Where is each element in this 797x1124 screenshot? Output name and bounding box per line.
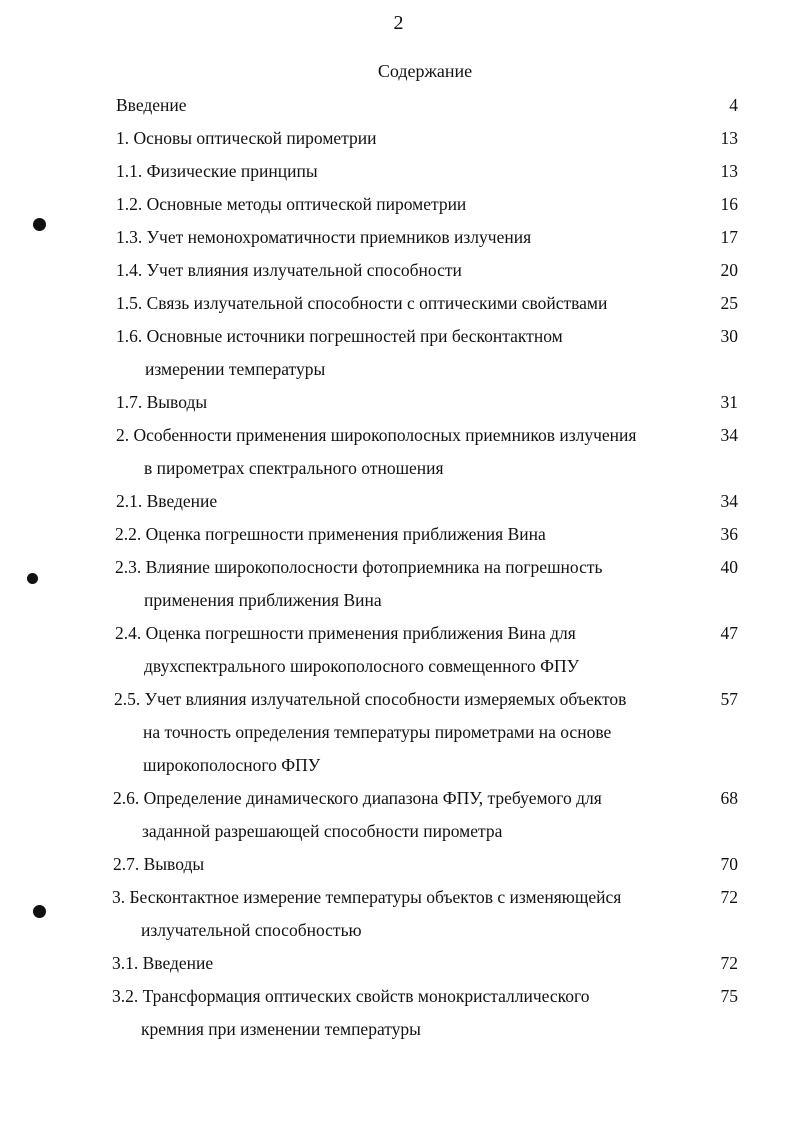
toc-entry (0, 848, 797, 881)
toc-entry (0, 320, 797, 386)
toc-entry (0, 287, 797, 320)
toc-entry-text: 1.3. Учет немонохроматичности приемников излучения (116, 227, 532, 247)
toc-entry-page: 40 (720, 557, 738, 577)
toc-entry-text-continuation: заданной разрешающей способности пирометра (142, 821, 503, 841)
toc-entry (0, 386, 797, 419)
toc-entry-text: 3. Бесконтактное измерение температуры объектов с изменяющейся (112, 887, 622, 907)
table-of-contents (0, 89, 797, 1046)
binder-hole-mark (33, 218, 46, 231)
toc-entry-text-continuation: на точность определения температуры пирометрами на основе (143, 722, 612, 742)
toc-entry-text: 3.2. Трансформация оптических свойств монокристаллического (112, 986, 590, 1006)
toc-title: Содержание (377, 61, 473, 81)
toc-entry-text-continuation: излучательной способностью (141, 920, 362, 940)
toc-entry (0, 617, 797, 683)
toc-entry-page: 13 (720, 128, 738, 148)
toc-entry-page: 36 (720, 524, 738, 544)
toc-entry (0, 419, 797, 485)
toc-entry-page: 16 (720, 194, 738, 214)
toc-entry (0, 254, 797, 287)
toc-entry-text: 3.1. Введение (112, 953, 214, 973)
toc-entry-page: 70 (720, 854, 738, 874)
toc-entry-page: 68 (720, 788, 738, 808)
toc-entry-text: 2. Особенности применения широкополосных приемников излучения (116, 425, 637, 445)
toc-entry-page: 72 (720, 953, 738, 973)
binder-hole-mark (27, 573, 38, 584)
toc-entry-page: 57 (720, 689, 738, 709)
toc-entry-page: 30 (720, 326, 738, 346)
toc-entry-page: 34 (720, 491, 738, 511)
toc-entry-text: 1.2. Основные методы оптической пирометрии (116, 194, 467, 214)
toc-entry (0, 947, 797, 980)
toc-entry-page: 34 (720, 425, 738, 445)
toc-entry (0, 485, 797, 518)
toc-entry-text: 1.1. Физические принципы (116, 161, 318, 181)
toc-entry (0, 551, 797, 617)
toc-entry-page: 25 (720, 293, 738, 313)
toc-entry-text: 1.5. Связь излучательной способности с оптическими свойствами (116, 293, 608, 313)
toc-entry-text: 2.2. Оценка погрешности применения приближения Вина (115, 524, 546, 544)
toc-entry-page: 20 (720, 260, 738, 280)
toc-entry (0, 155, 797, 188)
toc-entry-text: 2.3. Влияние широкополосности фотоприемника на погрешность (115, 557, 603, 577)
toc-entry-text-continuation: в пирометрах спектрального отношения (144, 458, 444, 478)
toc-entry-page: 17 (720, 227, 738, 247)
toc-entry-text: 1. Основы оптической пирометрии (116, 128, 377, 148)
toc-entry (0, 683, 797, 782)
toc-entry (0, 782, 797, 848)
toc-entry (0, 518, 797, 551)
page-number: 2 (393, 12, 404, 34)
toc-entry (0, 188, 797, 221)
toc-entry-text: 1.4. Учет влияния излучательной способности (116, 260, 462, 280)
toc-entry-text: 2.1. Введение (116, 491, 218, 511)
toc-entry-text-continuation: широкополосного ФПУ (143, 755, 321, 775)
toc-entry-text-continuation: двухспектрального широкополосного совмещенного ФПУ (144, 656, 579, 676)
toc-entry (0, 221, 797, 254)
toc-entry (0, 980, 797, 1046)
toc-entry-page: 13 (720, 161, 738, 181)
toc-entry (0, 122, 797, 155)
toc-entry-text: 2.6. Определение динамического диапазона ФПУ, требуемого для (113, 788, 602, 808)
toc-entry-text: 2.4. Оценка погрешности применения приближения Вина для (115, 623, 576, 643)
toc-entry-text-continuation: применения приближения Вина (144, 590, 382, 610)
toc-entry (0, 89, 797, 122)
toc-entry (0, 881, 797, 947)
toc-entry-text-continuation: измерении температуры (145, 359, 326, 379)
toc-entry-text: 2.5. Учет влияния излучательной способности измеряемых объектов (114, 689, 627, 709)
binder-hole-mark (33, 905, 46, 918)
toc-entry-page: 31 (720, 392, 738, 412)
toc-entry-text: 1.6. Основные источники погрешностей при бесконтактном (116, 326, 563, 346)
toc-entry-page: 4 (729, 95, 738, 115)
toc-entry-text: 1.7. Выводы (116, 392, 208, 412)
toc-entry-page: 72 (720, 887, 738, 907)
toc-entry-page: 47 (720, 623, 738, 643)
toc-entry-page: 75 (720, 986, 738, 1006)
toc-entry-text-continuation: кремния при изменении температуры (141, 1019, 421, 1039)
toc-entry-text: Введение (116, 95, 187, 115)
toc-entry-text: 2.7. Выводы (113, 854, 205, 874)
